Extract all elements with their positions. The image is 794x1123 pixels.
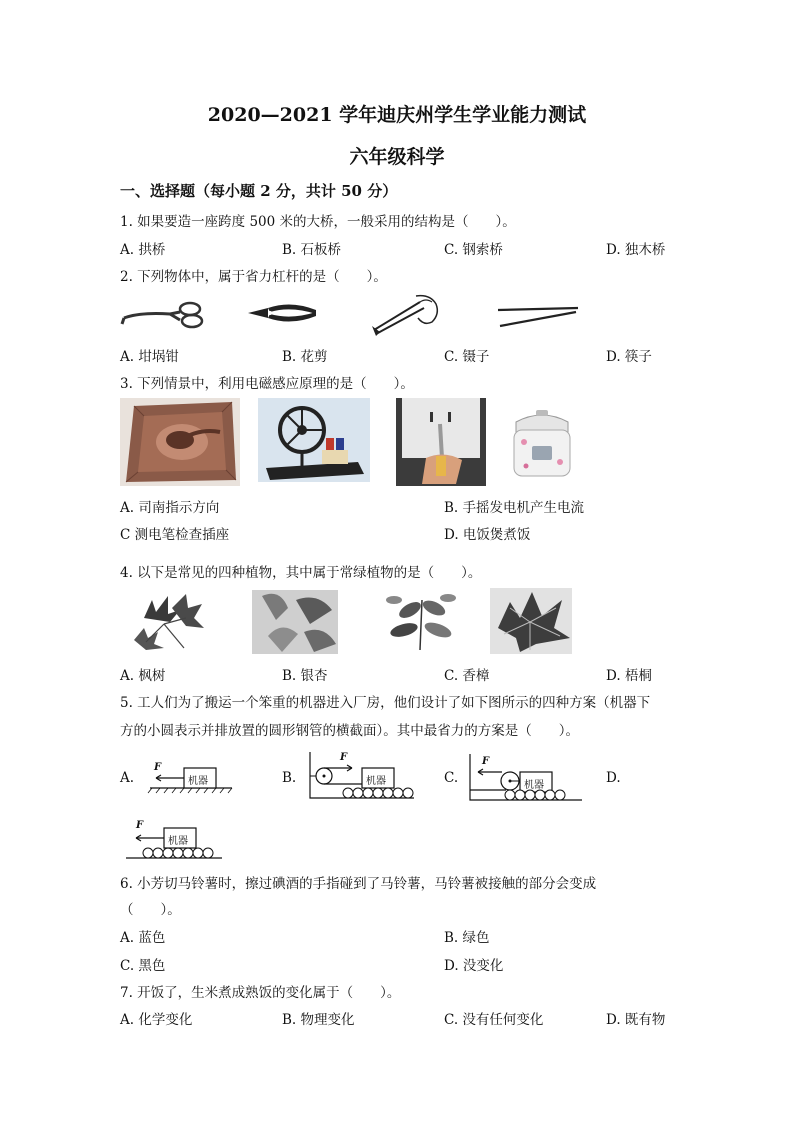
question-4-option-b: B. 银杏 xyxy=(282,668,328,684)
section-heading: 一、选择题（每小题 2 分，共计 50 分） xyxy=(120,182,398,200)
plan-a-machine-label: 机器 xyxy=(188,776,208,787)
question-7-option-d: D. 既有物 xyxy=(606,1012,666,1028)
exam-title: 2020—2021 学年迪庆州学生学业能力测试 xyxy=(207,104,587,126)
tweezers-image xyxy=(370,292,442,336)
question-1-option-c: C. 钢索桥 xyxy=(444,242,503,258)
question-6-option-b: B. 绿色 xyxy=(444,930,490,946)
plane-tree-leaf-image xyxy=(490,588,572,654)
question-3-option-b: B. 手摇发电机产生电流 xyxy=(444,500,585,516)
question-4-option-d: D. 梧桐 xyxy=(606,668,652,684)
question-7-option-a: A. 化学变化 xyxy=(120,1012,193,1028)
question-6-stem-line1: 6. 小芳切马铃薯时，擦过碘酒的手指碰到了马铃薯，马铃薯被接触的部分会变成 xyxy=(120,876,597,892)
question-2-option-a: A. 坩埚钳 xyxy=(120,349,179,365)
question-5-stem-line1: 5. 工人们为了搬运一个笨重的机器进入厂房，他们设计了如下图所示的四种方案（机器下 xyxy=(120,695,651,711)
question-1-option-b: B. 石板桥 xyxy=(282,242,342,258)
question-4-stem: 4. 以下是常见的四种植物，其中属于常绿植物的是（ ）。 xyxy=(120,565,482,581)
question-4-option-c: C. 香樟 xyxy=(444,668,490,684)
question-2-option-b: B. 花剪 xyxy=(282,349,328,365)
plan-a-force-label: F xyxy=(154,762,162,773)
question-3-stem: 3. 下列情景中，利用电磁感应原理的是（ ）。 xyxy=(120,376,414,392)
question-1-option-d: D. 独木桥 xyxy=(606,242,666,258)
question-5-option-b-letter: B. xyxy=(282,770,297,786)
question-3-option-a: A. 司南指示方向 xyxy=(120,500,220,516)
question-5-option-a-letter: A. xyxy=(120,770,135,786)
question-7-stem: 7. 开饭了，生米煮成熟饭的变化属于（ ）。 xyxy=(120,985,401,1001)
sinan-compass-image xyxy=(120,398,240,486)
pruning-shears-image xyxy=(246,300,318,326)
question-2-stem: 2. 下列物体中，属于省力杠杆的是（ ）。 xyxy=(120,269,387,285)
plan-c-force-label: F xyxy=(482,756,490,767)
question-7-option-b: B. 物理变化 xyxy=(282,1012,355,1028)
question-1-option-a: A. 拱桥 xyxy=(120,242,166,258)
test-pen-socket-image xyxy=(396,398,486,486)
plan-b-diagram xyxy=(306,750,416,802)
maple-leaf-image xyxy=(124,588,210,654)
question-2-option-d: D. 筷子 xyxy=(606,349,652,365)
exam-subtitle: 六年级科学 xyxy=(349,146,445,168)
question-6-option-a: A. 蓝色 xyxy=(120,930,166,946)
camphor-leaf-image xyxy=(380,590,460,654)
plan-d-machine-label: 机器 xyxy=(168,836,188,847)
chopsticks-image xyxy=(496,304,580,328)
question-3-option-d: D. 电饭煲煮饭 xyxy=(444,527,531,543)
question-6-option-c: C. 黑色 xyxy=(120,958,166,974)
question-6-stem-line2: （ ）。 xyxy=(120,902,181,918)
hand-generator-image xyxy=(258,398,370,482)
question-2-option-c: C. 镊子 xyxy=(444,349,490,365)
crucible-tongs-image xyxy=(120,298,206,330)
question-3-option-c: C 测电笔检查插座 xyxy=(120,527,230,543)
question-5-stem-line2: 方的小圆表示并排放置的圆形钢管的横截面）。其中最省力的方案是（ ）。 xyxy=(120,723,579,739)
question-4-option-a: A. 枫树 xyxy=(120,668,166,684)
question-1-stem: 1. 如果要造一座跨度 500 米的大桥，一般采用的结构是（ ）。 xyxy=(120,214,516,230)
plan-c-machine-label: 机器 xyxy=(524,780,544,791)
plan-d-force-label: F xyxy=(136,820,144,831)
plan-a-diagram xyxy=(146,760,236,796)
question-5-option-d-letter: D. xyxy=(606,770,621,786)
plan-b-machine-label: 机器 xyxy=(366,776,386,787)
plan-b-force-label: F xyxy=(340,752,348,763)
question-5-option-c-letter: C. xyxy=(444,770,459,786)
plan-c-diagram xyxy=(466,752,584,804)
ginkgo-leaf-image xyxy=(252,590,338,654)
plan-d-diagram xyxy=(122,818,224,862)
rice-cooker-image xyxy=(510,402,574,482)
question-6-option-d: D. 没变化 xyxy=(444,958,504,974)
question-7-option-c: C. 没有任何变化 xyxy=(444,1012,544,1028)
